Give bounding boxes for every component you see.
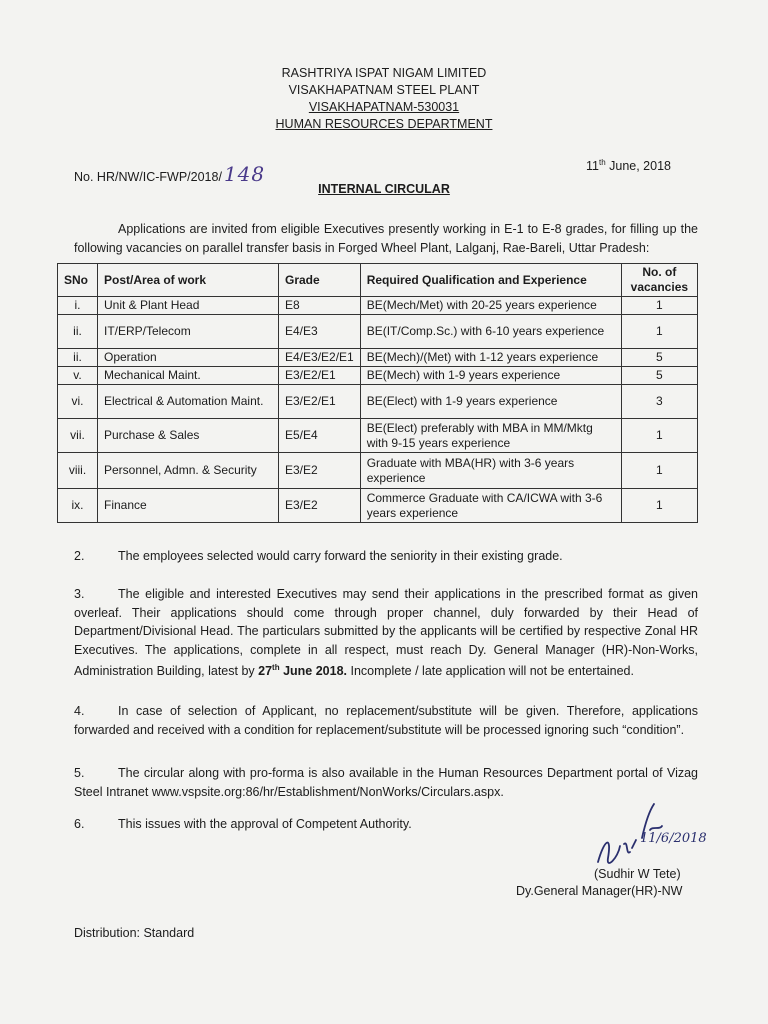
point-3: [74, 585, 698, 681]
point-3-number: 3.: [74, 587, 85, 601]
vacancy-table: [57, 263, 698, 523]
signature-date: 11/6/2018: [640, 831, 707, 846]
point-6-number: 6.: [74, 817, 85, 831]
point-2-text: The employees selected would carry forward the seniority in their existing grade.: [118, 549, 563, 563]
cell-post: Operation: [98, 349, 279, 367]
point-2-number: 2.: [74, 549, 85, 563]
point-2: [74, 547, 698, 566]
signatory-designation: Dy.General Manager(HR)-NW: [516, 884, 683, 898]
table-row: [58, 297, 698, 315]
point-5-text: The circular along with pro-forma is also available in the Human Resources Department portal of Vizag Steel Intranet www.vspsite.org:86/hr/Establishment/NonWorks/Circulars.aspx.: [74, 766, 698, 799]
point-4: [74, 702, 698, 739]
cell-sno: ix.: [58, 489, 98, 523]
cell-qualification: Graduate with MBA(HR) with 3-6 years experience: [360, 453, 621, 489]
table-row: [58, 453, 698, 489]
cell-post: Personnel, Admn. & Security: [98, 453, 279, 489]
cell-sno: ii.: [58, 349, 98, 367]
handwritten-number: 148: [223, 162, 266, 186]
cell-qualification: BE(Elect) preferably with MBA in MM/Mktg with 9-15 years experience: [360, 419, 621, 453]
cell-grade: E4/E3: [279, 315, 361, 349]
cell-sno: ii.: [58, 315, 98, 349]
point-5-number: 5.: [74, 766, 85, 780]
cell-post: Mechanical Maint.: [98, 367, 279, 385]
table-row: [58, 385, 698, 419]
cell-vacancies: 1: [621, 297, 697, 315]
cell-vacancies: 1: [621, 453, 697, 489]
point-5: [74, 764, 698, 801]
point-4-number: 4.: [74, 704, 85, 718]
cell-vacancies: 5: [621, 349, 697, 367]
table-header-row: [58, 264, 698, 297]
cell-grade: E8: [279, 297, 361, 315]
department-line: [0, 116, 768, 133]
signature-scribble: [590, 800, 710, 875]
deadline-rest: June 2018.: [279, 664, 347, 679]
cell-grade: E4/E3/E2/E1: [279, 349, 361, 367]
circular-date: [586, 158, 671, 173]
cell-grade: E3/E2/E1: [279, 367, 361, 385]
cell-sno: vii.: [58, 419, 98, 453]
cell-vacancies: 5: [621, 367, 697, 385]
point-3-text-end: Incomplete / late application will not be entertained.: [347, 664, 634, 679]
deadline-suffix: th: [272, 663, 280, 672]
cell-vacancies: 1: [621, 489, 697, 523]
col-vacancies: No. of vacancies: [621, 264, 697, 297]
intro-paragraph: Applications are invited from eligible Executives presently working in E-1 to E-8 grades, for filling up the following vacancies on parallel transfer basis in Forged Wheel Plant, Lalganj, Rae-Bareli, Uttar Pradesh:: [74, 222, 698, 255]
city-line: [0, 99, 768, 116]
cell-qualification: Commerce Graduate with CA/ICWA with 3-6 years experience: [360, 489, 621, 523]
cell-grade: E3/E2/E1: [279, 385, 361, 419]
date-rest: June, 2018: [605, 159, 671, 174]
cell-sno: vi.: [58, 385, 98, 419]
table-row: [58, 367, 698, 385]
cell-vacancies: 3: [621, 385, 697, 419]
cell-grade: E3/E2: [279, 453, 361, 489]
distribution: Distribution: Standard: [74, 926, 195, 940]
col-qualification: Required Qualification and Experience: [360, 264, 621, 297]
cell-grade: E3/E2: [279, 489, 361, 523]
cell-post: Finance: [98, 489, 279, 523]
table-row: [58, 315, 698, 349]
org-name: RASHTRIYA ISPAT NIGAM LIMITED: [281, 66, 487, 80]
cell-sno: viii.: [58, 453, 98, 489]
cell-qualification: BE(Elect) with 1-9 years experience: [360, 385, 621, 419]
city-pin: VISAKHAPATNAM-530031: [308, 100, 460, 114]
point-6-text: This issues with the approval of Competent Authority.: [118, 817, 412, 831]
col-sno: SNo: [58, 264, 98, 297]
col-grade: Grade: [279, 264, 361, 297]
signatory-name: (Sudhir W Tete): [594, 867, 681, 881]
table-row: [58, 419, 698, 453]
col-post: Post/Area of work: [98, 264, 279, 297]
cell-qualification: BE(Mech/Met) with 20-25 years experience: [360, 297, 621, 315]
department-name: HUMAN RESOURCES DEPARTMENT: [275, 117, 493, 131]
cell-post: Electrical & Automation Maint.: [98, 385, 279, 419]
cell-post: Unit & Plant Head: [98, 297, 279, 315]
date-suffix: th: [598, 158, 606, 167]
cell-vacancies: 1: [621, 419, 697, 453]
plant-name: VISAKHAPATNAM STEEL PLANT: [288, 83, 480, 97]
reference-prefix: No. HR/NW/IC-FWP/2018/: [74, 170, 222, 184]
cell-grade: E5/E4: [279, 419, 361, 453]
cell-qualification: BE(IT/Comp.Sc.) with 6-10 years experience: [360, 315, 621, 349]
date-day: 11: [586, 159, 599, 174]
cell-sno: i.: [58, 297, 98, 315]
cell-vacancies: 1: [621, 315, 697, 349]
circular-title: INTERNAL CIRCULAR: [318, 182, 450, 196]
cell-post: Purchase & Sales: [98, 419, 279, 453]
deadline-day: 27: [258, 664, 273, 679]
cell-sno: v.: [58, 367, 98, 385]
table-row: [58, 349, 698, 367]
point-4-text: In case of selection of Applicant, no replacement/substitute will be given. Therefore, applications forwarded and received with a condition for replacement/substitute will be processed ignoring such “condition”.: [74, 704, 698, 737]
cell-post: IT/ERP/Telecom: [98, 315, 279, 349]
cell-qualification: BE(Mech)/(Met) with 1-12 years experience: [360, 349, 621, 367]
cell-qualification: BE(Mech) with 1-9 years experience: [360, 367, 621, 385]
table-row: [58, 489, 698, 523]
point-3-text: The eligible and interested Executives may send their applications in the prescribed format as given overleaf. Their applications should come through proper channel, duly forwarded by their Head of Department/Divisional Head. The particulars submitted by the applicants will be certified by respective Zonal HR Executives. The applications, complete in all respect, must reach Dy. General Manager (HR)-Non-Works, Administration Building, latest by: [74, 587, 698, 679]
